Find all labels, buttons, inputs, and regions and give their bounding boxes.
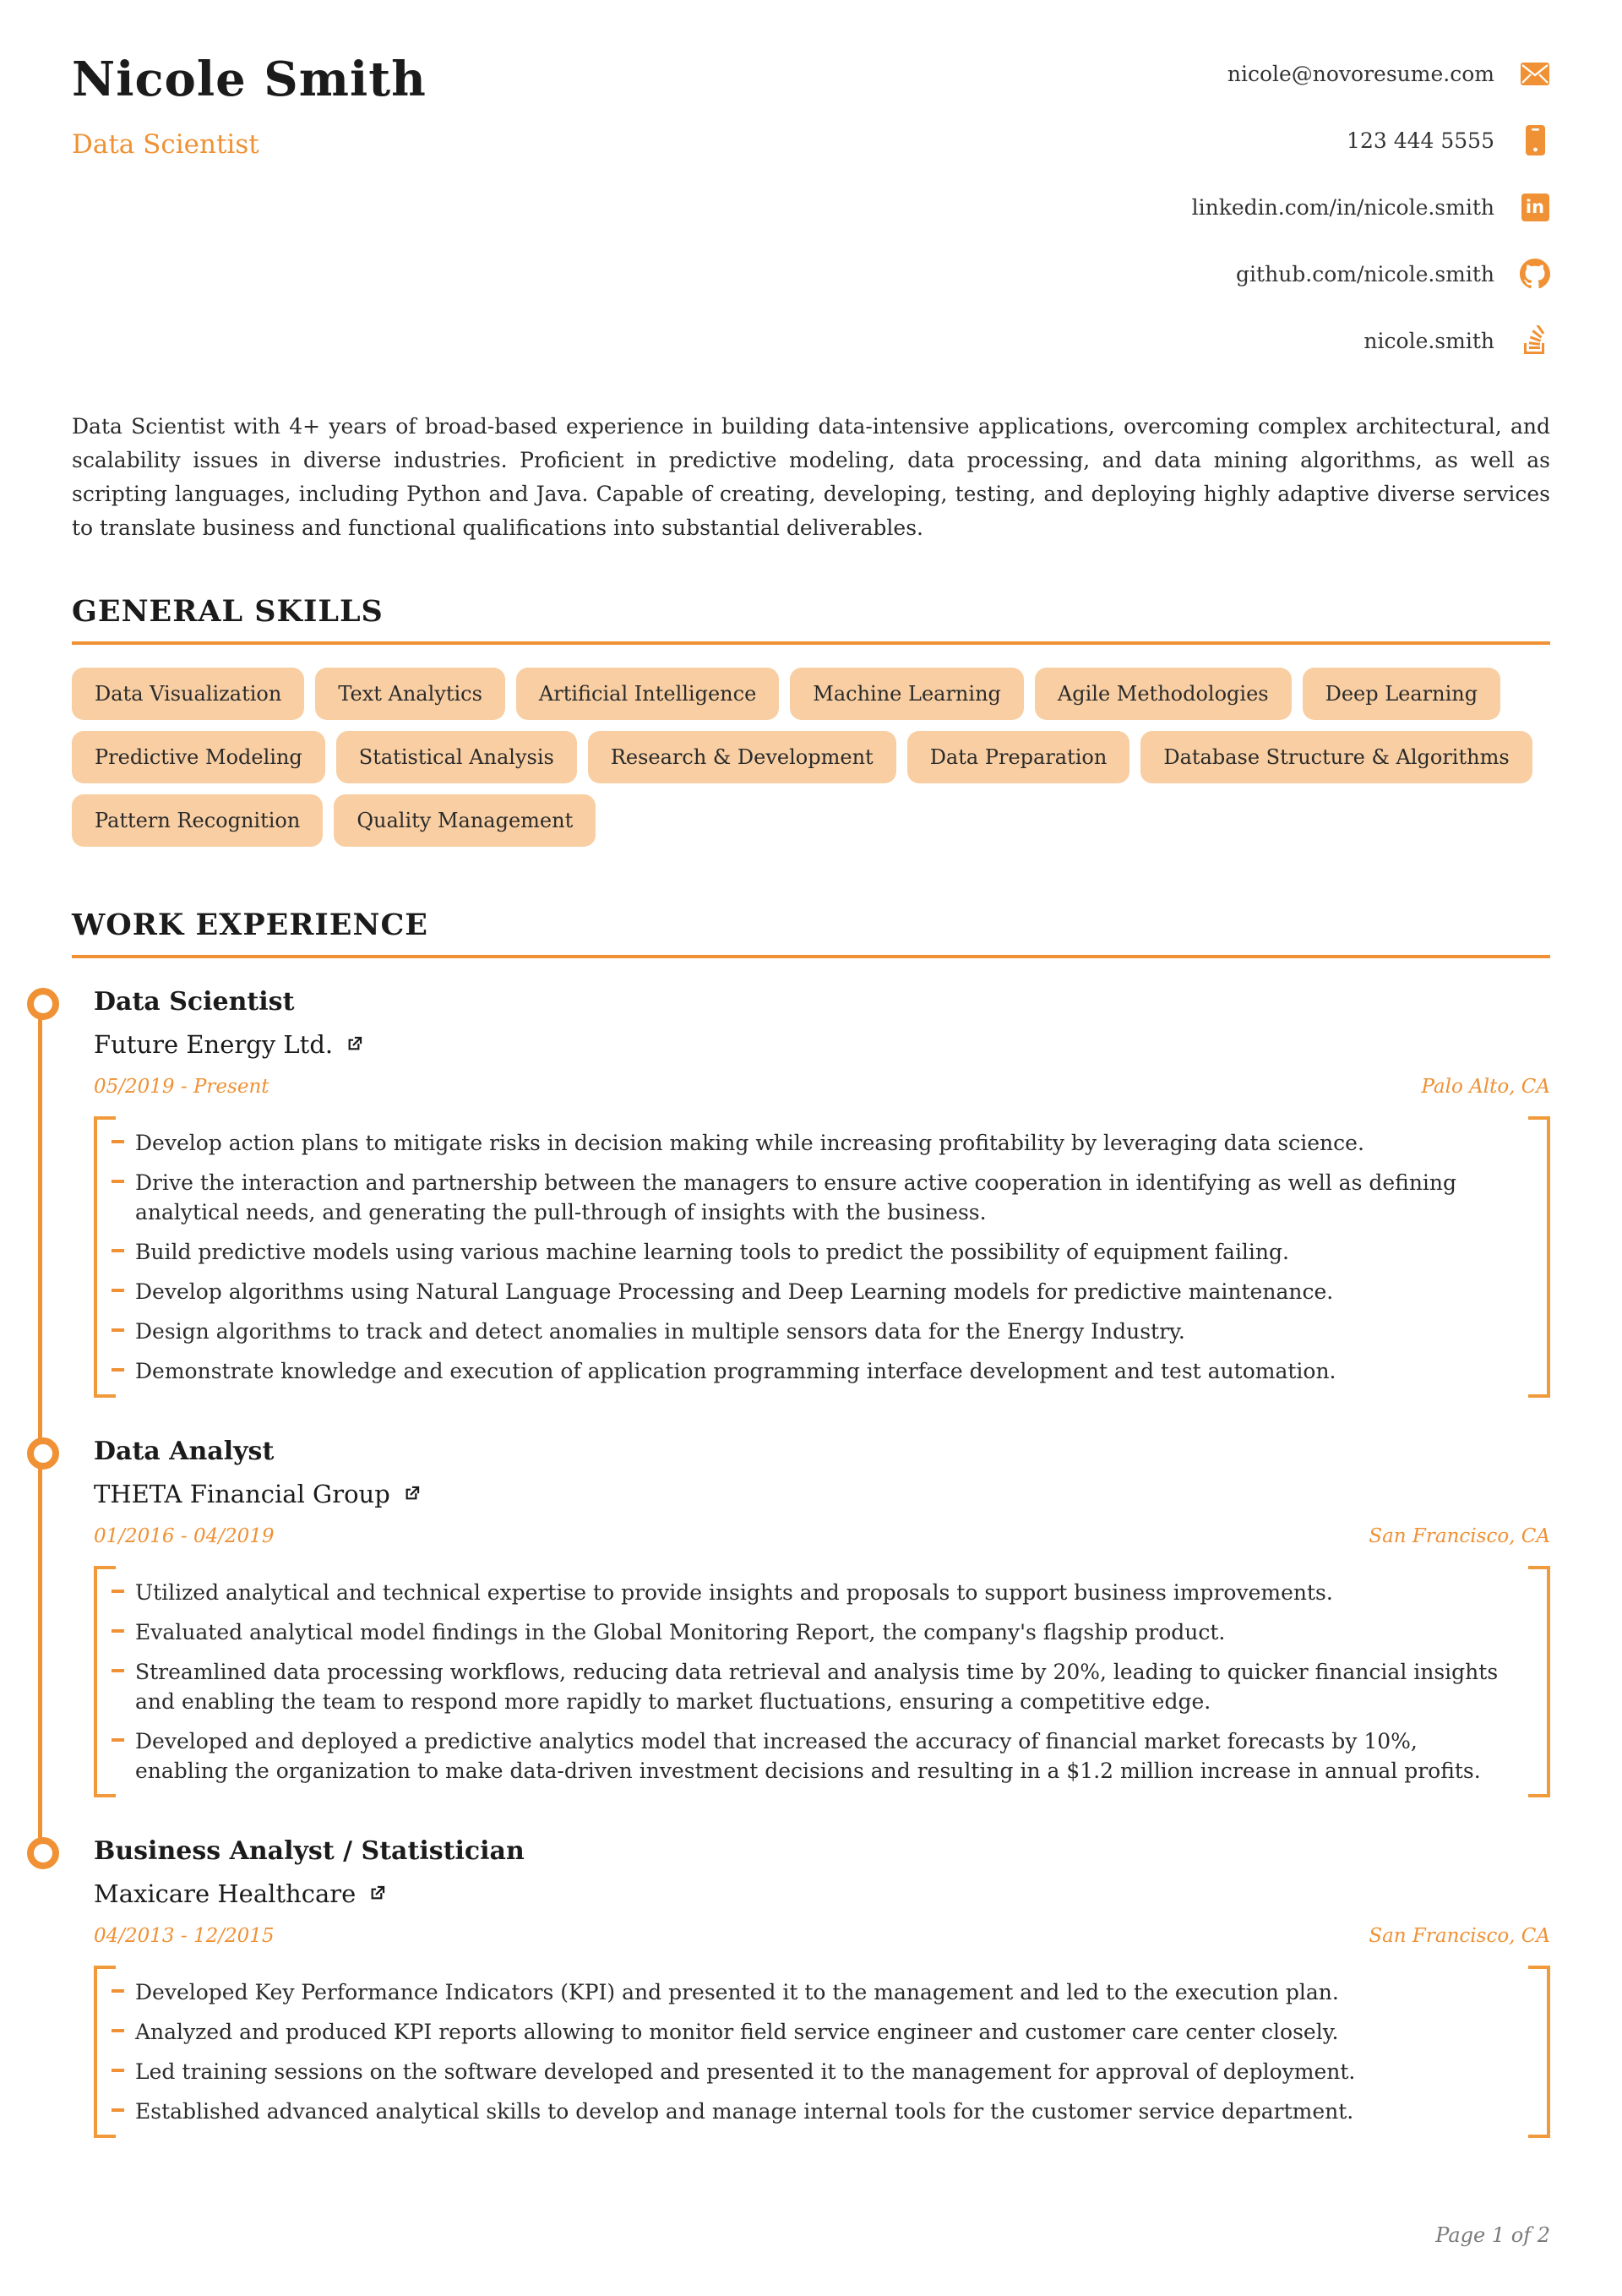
bullet-text: Drive the interaction and partnership between the managers to ensure active cooperation in identifying as well as defining analytical needs, and generating the pull-through of insights with the business. bbox=[135, 1170, 1457, 1224]
dash-icon bbox=[112, 1669, 124, 1672]
timeline-circle-icon bbox=[27, 1837, 59, 1869]
bullet-item bbox=[94, 1128, 1513, 1158]
external-link-icon[interactable] bbox=[367, 1884, 386, 1903]
job-entry bbox=[72, 1836, 1550, 2138]
job-meta bbox=[94, 1925, 1550, 1947]
phone-number[interactable]: 123 444 5555 bbox=[1347, 128, 1494, 153]
skills-section bbox=[72, 594, 1550, 847]
skill-pill: Statistical Analysis bbox=[336, 731, 577, 783]
contact-row-email bbox=[1192, 58, 1550, 89]
email-icon bbox=[1520, 58, 1550, 89]
bullet-text: Build predictive models using various machine learning tools to predict the possibility of equipment failing. bbox=[135, 1240, 1289, 1264]
profile-summary: Data Scientist with 4+ years of broad-based experience in building data-intensive applications, overcoming complex architectural, and scalability issues in diverse industries. Proficient in predictive modeling, data processing, and data mining algorithms, as well as scripting languages, including Python and Java. Capable of creating, developing, testing, and deploying highly adaptive diverse services to translate business and functional qualifications into substantial deliverables. bbox=[72, 414, 1550, 540]
bracket-right-decoration bbox=[1528, 1116, 1550, 1398]
dash-icon bbox=[112, 1368, 124, 1372]
external-link-icon[interactable] bbox=[402, 1485, 421, 1503]
bullet-text: Established advanced analytical skills to develop and manage internal tools for the customer service department. bbox=[135, 2099, 1354, 2124]
skill-pill: Agile Methodologies bbox=[1035, 668, 1292, 720]
job-role: Data Analyst bbox=[94, 1437, 275, 1466]
dash-icon bbox=[112, 1989, 124, 1993]
dash-icon bbox=[112, 1289, 124, 1292]
dash-icon bbox=[112, 2108, 124, 2112]
job-list bbox=[72, 987, 1550, 2138]
experience-section bbox=[72, 908, 1550, 2138]
bullet-item bbox=[94, 1578, 1513, 1607]
bullet-text: Demonstrate knowledge and execution of application programming interface development and test automation. bbox=[135, 1359, 1336, 1383]
job-role: Business Analyst / Statistician bbox=[94, 1836, 525, 1866]
dash-icon bbox=[112, 1738, 124, 1742]
bullet-text: Utilized analytical and technical expertise to provide insights and proposals to support business improvements. bbox=[135, 1580, 1333, 1605]
experience-section-title: WORK EXPERIENCE bbox=[72, 908, 1550, 958]
page-number: Page 1 of 2 bbox=[1435, 2223, 1550, 2247]
bracket-right-decoration bbox=[1528, 1966, 1550, 2138]
timeline-line bbox=[38, 1006, 42, 1450]
timeline-circle-icon bbox=[27, 988, 59, 1020]
contact-row-phone bbox=[1192, 125, 1550, 155]
identity-block bbox=[72, 46, 427, 356]
bullet-text: Evaluated analytical model findings in the Global Monitoring Report, the company's flagship product. bbox=[135, 1620, 1226, 1644]
timeline-line bbox=[38, 1455, 42, 1850]
bullet-item bbox=[94, 1977, 1513, 2007]
contact-row-linkedin bbox=[1192, 192, 1550, 222]
bullet-text: Analyzed and produced KPI reports allowing to monitor field service engineer and customer care center closely. bbox=[135, 2020, 1339, 2044]
skill-pill: Artificial Intelligence bbox=[516, 668, 779, 720]
stackoverflow-icon bbox=[1520, 325, 1550, 356]
dash-icon bbox=[112, 1140, 124, 1143]
bullet-text: Developed and deployed a predictive analytics model that increased the accuracy of financial market forecasts by 10%, enabling the organization to make data-driven investment decisions and resulting in a $1.2 million increase in annual profits. bbox=[135, 1729, 1481, 1783]
skill-pill: Data Visualization bbox=[72, 668, 304, 720]
skill-pill: Quality Management bbox=[334, 794, 596, 847]
job-role: Data Scientist bbox=[94, 987, 295, 1017]
job-company bbox=[94, 1030, 1550, 1059]
bullet-item bbox=[94, 1168, 1513, 1227]
job-meta bbox=[94, 1076, 1550, 1098]
github-link[interactable]: github.com/nicole.smith bbox=[1236, 261, 1494, 286]
bullet-item bbox=[94, 1237, 1513, 1267]
dash-icon bbox=[112, 1590, 124, 1593]
dash-icon bbox=[112, 1180, 124, 1183]
job-meta bbox=[94, 1525, 1550, 1547]
skill-pill: Deep Learning bbox=[1303, 668, 1501, 720]
bullet-text: Streamlined data processing workflows, reducing data retrieval and analysis time by 20%, leading to quicker financial insights and enabling the team to respond more rapidly to market fluctuations, ensuring a competitive edge. bbox=[135, 1660, 1499, 1714]
bullet-text: Developed Key Performance Indicators (KPI) and presented it to the management and led to the execution plan. bbox=[135, 1980, 1339, 2004]
external-link-icon[interactable] bbox=[345, 1035, 363, 1054]
bullet-item bbox=[94, 1317, 1513, 1346]
skill-pill: Pattern Recognition bbox=[72, 794, 323, 847]
job-bullets bbox=[94, 1116, 1550, 1398]
bullet-item bbox=[94, 1277, 1513, 1306]
job-company-name[interactable]: Maxicare Healthcare bbox=[94, 1879, 357, 1908]
bullet-item bbox=[94, 1726, 1513, 1786]
bullet-item bbox=[94, 2057, 1513, 2086]
timeline-circle-icon bbox=[27, 1437, 59, 1470]
linkedin-link[interactable]: linkedin.com/in/nicole.smith bbox=[1191, 194, 1494, 220]
bullet-item bbox=[94, 2097, 1513, 2126]
bullet-text: Led training sessions on the software developed and presented it to the management for approval of deployment. bbox=[135, 2059, 1356, 2084]
dash-icon bbox=[112, 1328, 124, 1332]
job-location: San Francisco, CA bbox=[1369, 1925, 1550, 1947]
bullet-item bbox=[94, 1657, 1513, 1716]
job-dates: 04/2013 - 12/2015 bbox=[94, 1925, 275, 1947]
skill-pill: Predictive Modeling bbox=[72, 731, 325, 783]
person-name: Nicole Smith bbox=[72, 52, 427, 107]
job-dates: 01/2016 - 04/2019 bbox=[94, 1525, 275, 1547]
job-company-name[interactable]: Future Energy Ltd. bbox=[94, 1030, 334, 1059]
bullet-item bbox=[94, 2017, 1513, 2047]
dash-icon bbox=[112, 1629, 124, 1633]
job-company bbox=[94, 1879, 1550, 1908]
dash-icon bbox=[112, 2069, 124, 2072]
job-company-name[interactable]: THETA Financial Group bbox=[94, 1480, 390, 1508]
skills-pill-list bbox=[72, 668, 1550, 847]
phone-icon bbox=[1520, 125, 1550, 155]
skills-section-title: GENERAL SKILLS bbox=[72, 594, 1550, 645]
job-entry bbox=[72, 1437, 1550, 1797]
job-entry bbox=[72, 987, 1550, 1398]
bullet-text: Design algorithms to track and detect anomalies in multiple sensors data for the Energy Industry. bbox=[135, 1319, 1185, 1344]
job-location: San Francisco, CA bbox=[1369, 1525, 1550, 1547]
dash-icon bbox=[112, 2029, 124, 2032]
person-job-title: Data Scientist bbox=[72, 129, 259, 160]
bullet-item bbox=[94, 1617, 1513, 1647]
job-dates: 05/2019 - Present bbox=[94, 1076, 269, 1098]
linkedin-icon: in bbox=[1520, 192, 1550, 222]
bullet-item bbox=[94, 1356, 1513, 1386]
email-link[interactable]: nicole@novoresume.com bbox=[1227, 61, 1494, 86]
skill-pill: Database Structure & Algorithms bbox=[1140, 731, 1532, 783]
skill-pill: Machine Learning bbox=[790, 668, 1024, 720]
bullet-text: Develop algorithms using Natural Language Processing and Deep Learning models for predictive maintenance. bbox=[135, 1279, 1334, 1304]
contact-row-stackoverflow bbox=[1192, 325, 1550, 356]
job-location: Palo Alto, CA bbox=[1421, 1076, 1550, 1098]
header bbox=[72, 46, 1550, 356]
stackoverflow-username[interactable]: nicole.smith bbox=[1363, 328, 1494, 353]
dash-icon bbox=[112, 1249, 124, 1252]
github-icon bbox=[1520, 259, 1550, 289]
job-company bbox=[94, 1480, 1550, 1508]
job-bullets bbox=[94, 1566, 1550, 1797]
bullet-text: Develop action plans to mitigate risks in decision making while increasing profitability by leveraging data science. bbox=[135, 1131, 1364, 1155]
skill-pill: Text Analytics bbox=[315, 668, 505, 720]
skill-pill: Research & Development bbox=[588, 731, 896, 783]
contact-list bbox=[1192, 46, 1550, 356]
contact-row-github bbox=[1192, 259, 1550, 289]
bracket-right-decoration bbox=[1528, 1566, 1550, 1797]
job-bullets bbox=[94, 1966, 1550, 2138]
skill-pill: Data Preparation bbox=[907, 731, 1130, 783]
